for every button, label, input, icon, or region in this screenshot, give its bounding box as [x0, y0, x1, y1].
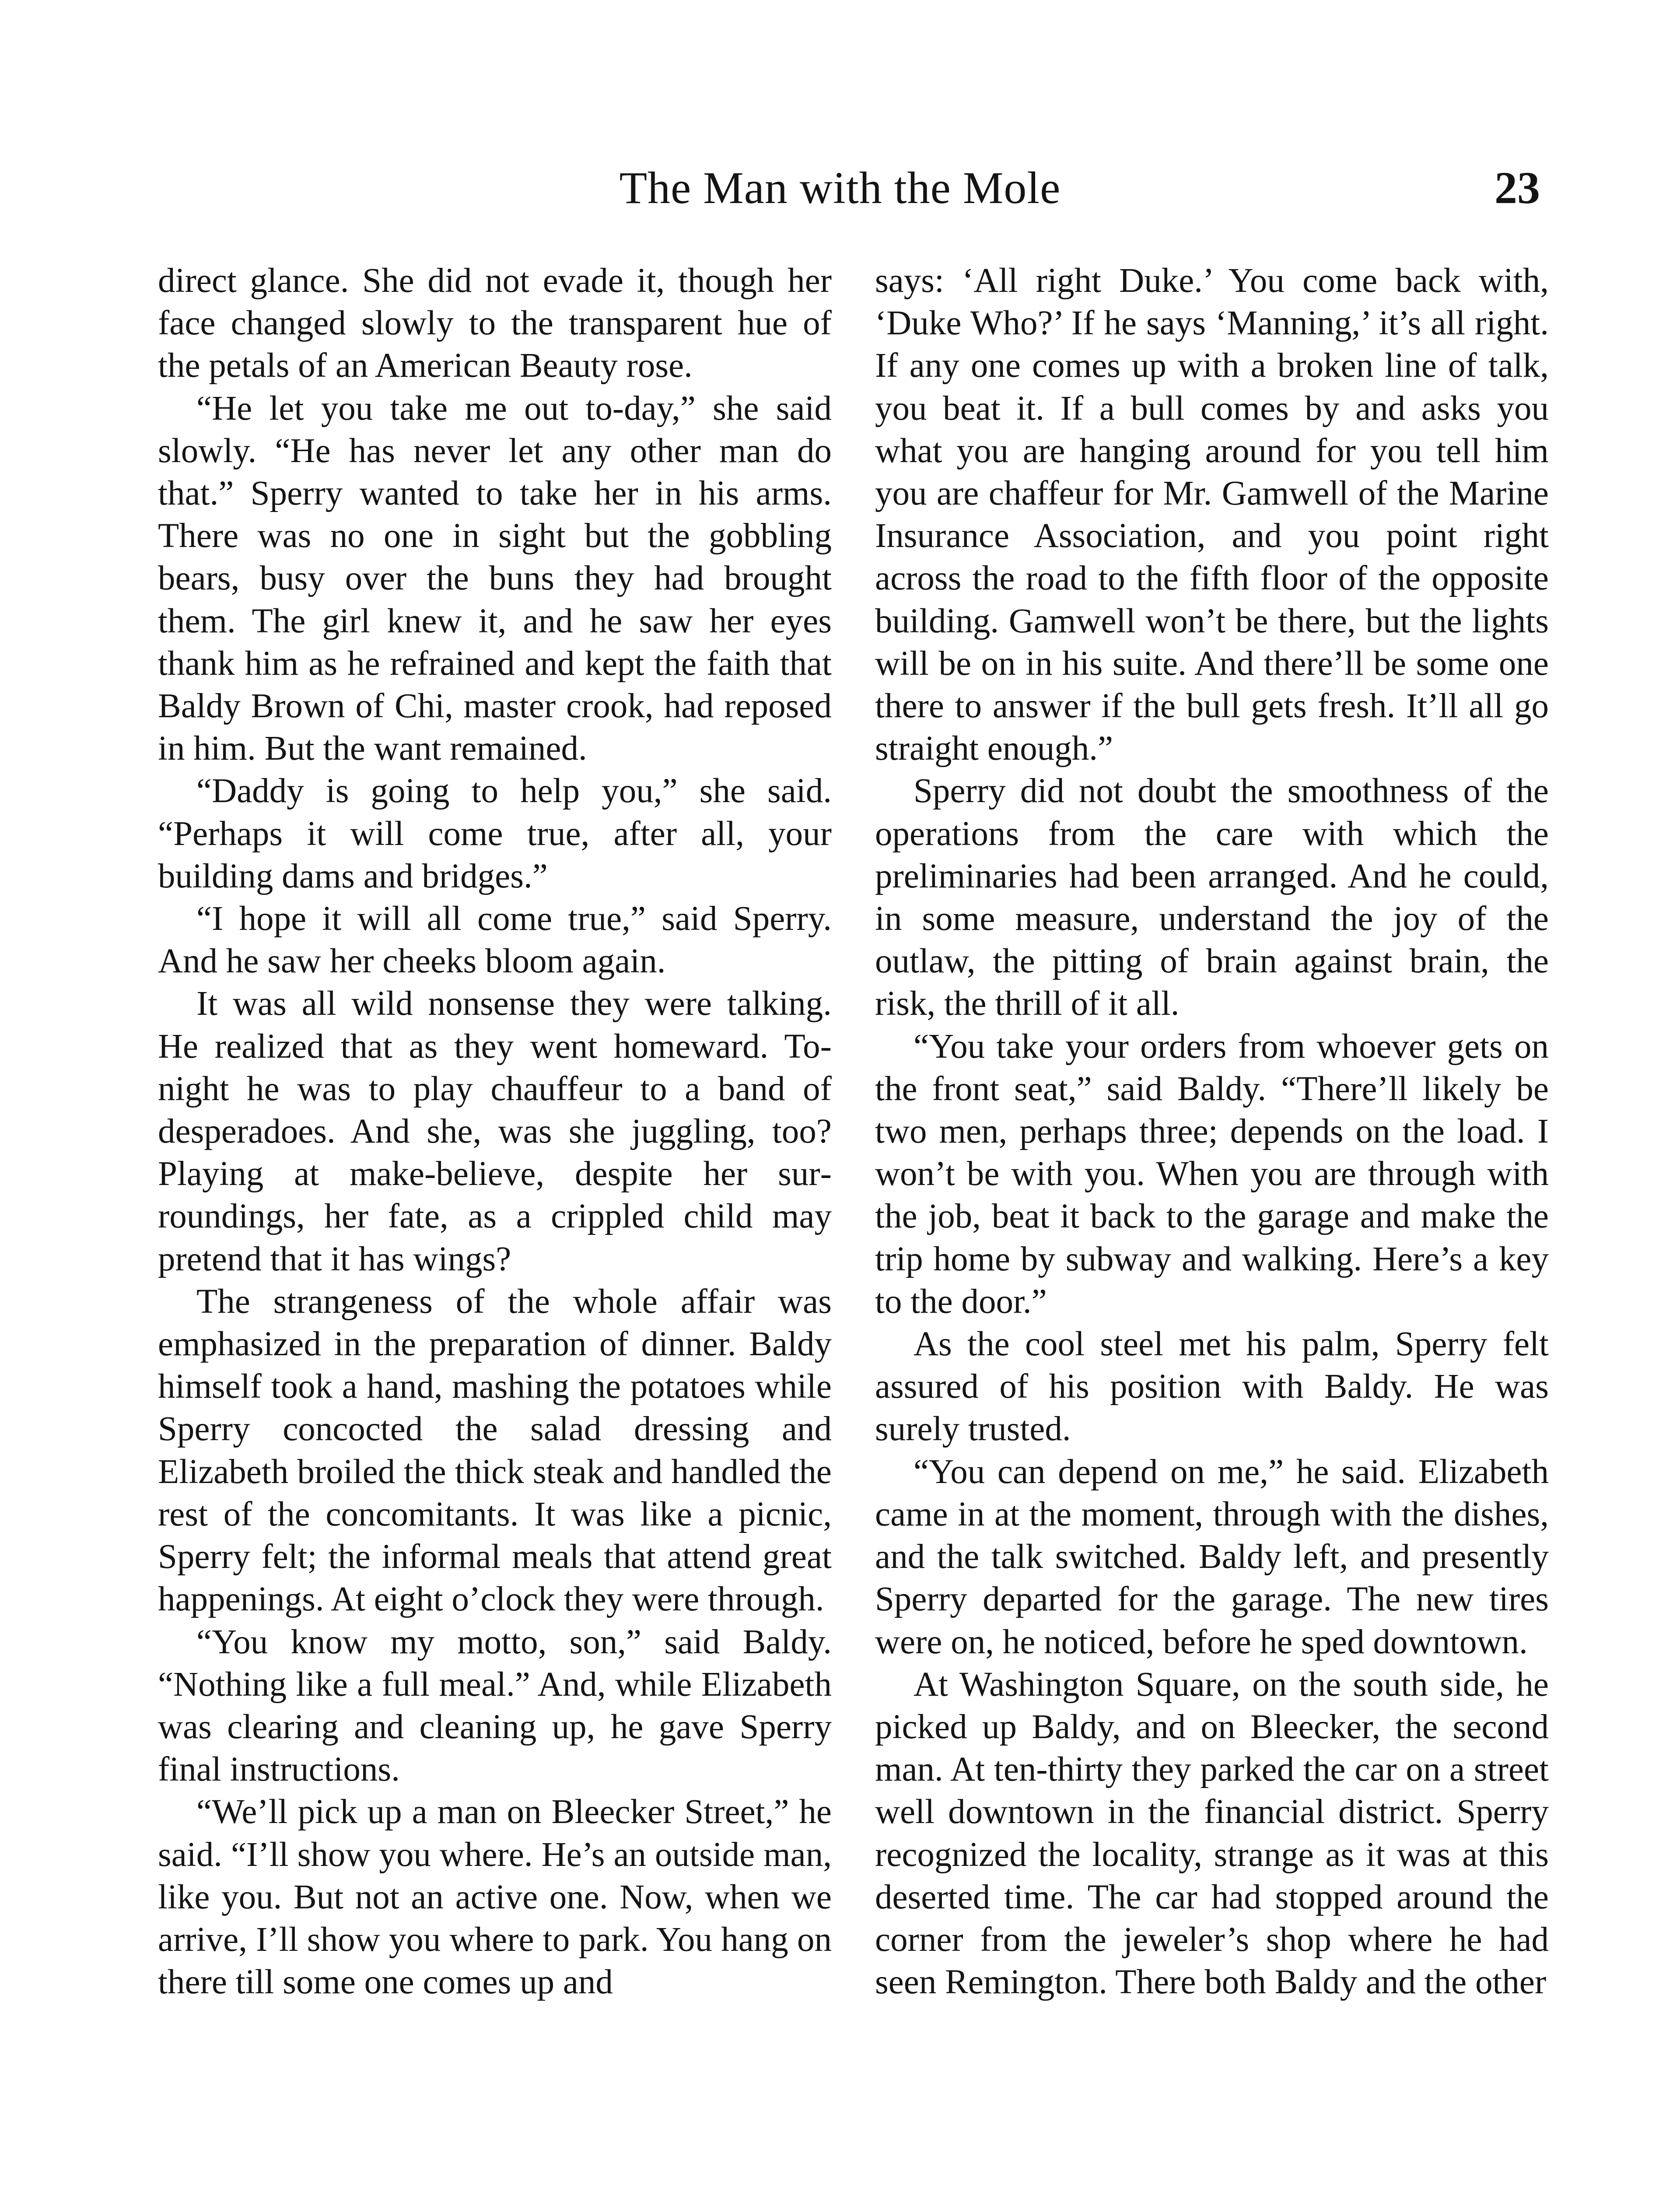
text-column-left — [158, 259, 832, 2188]
paragraph: “You can depend on me,” he said. Elizabeth came in at the moment, through with the dishes, and the talk switched. Baldy left, and presently Sperry departed for the garage. The new tires were on, he noticed, before he sped downtown. — [875, 1452, 1549, 1661]
paragraph: Sperry did not doubt the smoothness of the operations from the care with which the preliminaries had been arranged. And he could, in some measure, understand the joy of the outlaw, the pitting of brain against brain, the risk, the thrill of it all. — [875, 772, 1549, 1023]
paragraph: says: ‘All right Duke.’ You come back with, ‘Duke Who?’ If he says ‘Manning,’ it’s all right. If any one comes up with a broken line of talk, you beat it. If a bull comes by and asks you what you are hanging around for you tell him you are chaffeur for Mr. Gamwell of the Marine Insurance Association, and you point right across the road to the fifth floor of the opposite building. Gamwell won’t be there, but the lights will be on in his suite. And there’ll be some one there to answer if the bull gets fresh. It’ll all go straight enough.” — [875, 262, 1549, 768]
paragraph: As the cool steel met his palm, Sperry felt assured of his position with Baldy. He was surely trusted. — [875, 1325, 1549, 1448]
paragraph: “You take your orders from whoever gets on the front seat,” said Baldy. “There’ll likely be two men, perhaps three; depends on the load. I won’t be with you. When you are through with the job, beat it back to the garage and make the trip home by subway and walking. Here’s a key to the door.” — [875, 1027, 1549, 1321]
text-column-right — [875, 259, 1549, 2188]
running-title: The Man with the Mole — [619, 163, 1061, 213]
paragraph: direct glance. She did not evade it, though her face changed slowly to the transparent hue of the petals of an American Beauty rose. — [158, 262, 832, 385]
paragraph: It was all wild nonsense they were talking. He realized that as they went homeward. To-night he was to play chauffeur to a band of desperadoes. And she, was she juggling, too? Playing at make-believe, despite her surroundings, her fate, as a crippled child may pretend that it has wings? — [158, 985, 832, 1278]
paragraph: “You know my motto, son,” said Baldy. “Nothing like a full meal.” And, while Elizabeth was clearing and cleaning up, he gave Sperry final instructions. — [158, 1623, 832, 1789]
paragraph: The strangeness of the whole affair was emphasized in the preparation of dinner. Baldy himself took a hand, mashing the potatoes while Sperry concocted the salad dressing and Elizabeth broiled the thick steak and handled the rest of the concomitants. It was like a picnic, Sperry felt; the informal meals that attend great happenings. At eight o’clock they were through. — [158, 1282, 832, 1619]
paragraph: “I hope it will all come true,” said Sperry. And he saw her cheeks bloom again. — [158, 900, 832, 981]
page-number: 23 — [1494, 163, 1540, 213]
paragraph: “We’ll pick up a man on Bleecker Street,” he said. “I’ll show you where. He’s an outside man, like you. But not an active one. Now, when we arrive, I’ll show you where to park. You hang on there till some one comes up and — [158, 1793, 832, 2002]
paragraph: “He let you take me out to-day,” she said slowly. “He has never let any other man do that.” Sperry wanted to take her in his arms. There was no one in sight but the gobbling bears, busy over the buns they had brought them. The girl knew it, and he saw her eyes thank him as he refrained and kept the faith that Baldy Brown of Chi, master crook, had reposed in him. But the want remained. — [158, 389, 832, 768]
paragraph: At Washington Square, on the south side, he picked up Baldy, and on Bleecker, the second man. At ten-thirty they parked the car on a street well downtown in the financial district. Sperry recognized the locality, strange as it was at this deserted time. The car had stopped around the corner from the jeweler’s shop where he had seen Remington. There both Baldy and the other — [875, 1665, 1549, 2002]
paragraph: “Daddy is going to help you,” she said. “Perhaps it will come true, after all, your building dams and bridges.” — [158, 772, 832, 895]
